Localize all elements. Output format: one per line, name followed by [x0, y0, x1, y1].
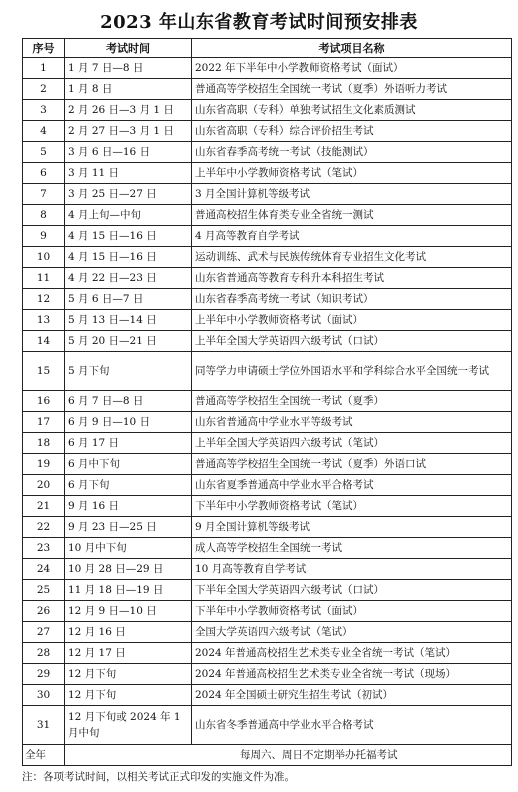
table-row — [23, 205, 512, 226]
cell-exam-time: 5 月 13 日—14 日 — [65, 310, 192, 331]
cell-exam-name: 上半年中小学教师资格考试（面试） — [192, 310, 512, 331]
cell-exam-time: 12 月 9 日—10 日 — [65, 601, 192, 622]
table-row — [23, 601, 512, 622]
cell-exam-time: 6 月 17 日 — [65, 433, 192, 454]
table-row — [23, 433, 512, 454]
cell-serial: 10 — [23, 247, 65, 268]
cell-exam-time: 3 月 6 日—16 日 — [65, 142, 192, 163]
cell-serial: 2 — [23, 79, 65, 100]
cell-serial: 27 — [23, 622, 65, 643]
cell-exam-time: 3 月 25 日—27 日 — [65, 184, 192, 205]
cell-exam-name: 2024 年普通高校招生艺术类专业全省统一考试（笔试） — [192, 643, 512, 664]
table-row — [23, 142, 512, 163]
cell-serial: 13 — [23, 310, 65, 331]
cell-all-year-label: 全年 — [23, 745, 65, 766]
cell-serial: 9 — [23, 226, 65, 247]
cell-exam-time: 6 月 9 日—10 日 — [65, 412, 192, 433]
table-row — [23, 706, 512, 745]
cell-exam-time: 5 月下旬 — [65, 352, 192, 391]
cell-exam-time: 4 月 22 日—23 日 — [65, 268, 192, 289]
table-row — [23, 268, 512, 289]
cell-serial: 16 — [23, 391, 65, 412]
cell-exam-name: 运动训练、武术与民族传统体育专业招生文化考试 — [192, 247, 512, 268]
cell-exam-time: 9 月 23 日—25 日 — [65, 517, 192, 538]
cell-exam-time: 5 月 6 日—7 日 — [65, 289, 192, 310]
cell-exam-name: 下半年全国大学英语四六级考试（口试） — [192, 580, 512, 601]
cell-serial: 30 — [23, 685, 65, 706]
cell-exam-name: 2024 年全国硕士研究生招生考试（初试） — [192, 685, 512, 706]
cell-serial: 1 — [23, 58, 65, 79]
cell-exam-name: 普通高等学校招生全国统一考试（夏季）外语口试 — [192, 454, 512, 475]
cell-serial: 12 — [23, 289, 65, 310]
cell-serial: 15 — [23, 352, 65, 391]
cell-exam-name: 成人高等学校招生全国统一考试 — [192, 538, 512, 559]
footnote: 注：各项考试时间，以相关考试正式印发的实施文件为准。 — [22, 771, 295, 783]
cell-serial: 11 — [23, 268, 65, 289]
cell-exam-name: 上半年全国大学英语四六级考试（笔试） — [192, 433, 512, 454]
table-row — [23, 310, 512, 331]
table-row — [23, 100, 512, 121]
table-row — [23, 475, 512, 496]
cell-exam-time: 1 月 8 日 — [65, 79, 192, 100]
cell-serial: 17 — [23, 412, 65, 433]
cell-exam-name: 9 月全国计算机等级考试 — [192, 517, 512, 538]
cell-exam-name: 普通高等学校招生全国统一考试（夏季） — [192, 391, 512, 412]
cell-serial: 19 — [23, 454, 65, 475]
cell-exam-time: 6 月下旬 — [65, 475, 192, 496]
cell-exam-name: 普通高等学校招生全国统一考试（夏季）外语听力考试 — [192, 79, 512, 100]
header-exam-name: 考试项目名称 — [192, 39, 512, 58]
table-row — [23, 559, 512, 580]
cell-exam-name: 山东省春季高考统一考试（技能测试） — [192, 142, 512, 163]
table-row — [23, 496, 512, 517]
cell-exam-name: 山东省普通高中学业水平等级考试 — [192, 412, 512, 433]
cell-serial: 26 — [23, 601, 65, 622]
cell-exam-name: 山东省高职（专科）单独考试招生文化素质测试 — [192, 100, 512, 121]
cell-exam-name: 全国大学英语四六级考试（笔试） — [192, 622, 512, 643]
cell-exam-time: 4 月 15 日—16 日 — [65, 226, 192, 247]
cell-exam-time: 12 月下旬或 2024 年 1 月中旬 — [65, 706, 192, 745]
page-title: 2023 年山东省教育考试时间预安排表 — [100, 12, 418, 33]
table-row — [23, 247, 512, 268]
cell-exam-time: 2 月 26 日—3 月 1 日 — [65, 100, 192, 121]
cell-serial: 7 — [23, 184, 65, 205]
cell-exam-time: 12 月 16 日 — [65, 622, 192, 643]
cell-exam-time: 5 月 20 日—21 日 — [65, 331, 192, 352]
table-row — [23, 163, 512, 184]
cell-exam-time: 11 月 18 日—19 日 — [65, 580, 192, 601]
header-serial: 序号 — [23, 39, 65, 58]
cell-serial: 28 — [23, 643, 65, 664]
cell-exam-time: 6 月 7 日—8 日 — [65, 391, 192, 412]
cell-exam-time: 10 月 28 日—29 日 — [65, 559, 192, 580]
cell-serial: 4 — [23, 121, 65, 142]
cell-exam-name: 山东省普通高等教育专科升本科招生考试 — [192, 268, 512, 289]
cell-exam-name: 同等学力申请硕士学位外国语水平和学科综合水平全国统一考试 — [192, 352, 512, 391]
cell-exam-time: 10 月中下旬 — [65, 538, 192, 559]
cell-serial: 5 — [23, 142, 65, 163]
table-row — [23, 538, 512, 559]
table-row — [23, 685, 512, 706]
table-header-row — [23, 39, 512, 58]
cell-exam-name: 2022 年下半年中小学教师资格考试（面试） — [192, 58, 512, 79]
cell-exam-name: 山东省冬季普通高中学业水平合格考试 — [192, 706, 512, 745]
table-row — [23, 664, 512, 685]
cell-exam-name: 10 月高等教育自学考试 — [192, 559, 512, 580]
cell-serial: 24 — [23, 559, 65, 580]
cell-serial: 14 — [23, 331, 65, 352]
cell-exam-name: 山东省高职（专科）综合评价招生考试 — [192, 121, 512, 142]
cell-exam-name: 山东省春季高考统一考试（知识考试） — [192, 289, 512, 310]
cell-exam-time: 3 月 11 日 — [65, 163, 192, 184]
cell-exam-time: 4 月 15 日—16 日 — [65, 247, 192, 268]
cell-serial: 31 — [23, 706, 65, 745]
header-exam-time: 考试时间 — [65, 39, 192, 58]
cell-serial: 22 — [23, 517, 65, 538]
table-row — [23, 289, 512, 310]
cell-exam-name: 下半年中小学教师资格考试（笔试） — [192, 496, 512, 517]
cell-serial: 18 — [23, 433, 65, 454]
table-row — [23, 79, 512, 100]
table-row — [23, 391, 512, 412]
cell-exam-name: 上半年全国大学英语四六级考试（口试） — [192, 331, 512, 352]
cell-exam-name: 下半年中小学教师资格考试（面试） — [192, 601, 512, 622]
table-row — [23, 58, 512, 79]
table-row — [23, 517, 512, 538]
cell-exam-time: 12 月下旬 — [65, 664, 192, 685]
cell-exam-time: 2 月 27 日—3 月 1 日 — [65, 121, 192, 142]
cell-exam-time: 12 月下旬 — [65, 685, 192, 706]
table-body — [23, 58, 512, 766]
cell-exam-name: 2024 年普通高校招生艺术类专业全省统一考试（现场） — [192, 664, 512, 685]
table-row — [23, 622, 512, 643]
cell-serial: 3 — [23, 100, 65, 121]
cell-serial: 29 — [23, 664, 65, 685]
cell-exam-name: 上半年中小学教师资格考试（笔试） — [192, 163, 512, 184]
cell-exam-time: 4 月上旬—中旬 — [65, 205, 192, 226]
table-row — [23, 412, 512, 433]
table-row-all-year — [23, 745, 512, 766]
table-row — [23, 184, 512, 205]
cell-serial: 6 — [23, 163, 65, 184]
table-row — [23, 454, 512, 475]
cell-exam-name: 3 月全国计算机等级考试 — [192, 184, 512, 205]
table-row — [23, 331, 512, 352]
cell-serial: 23 — [23, 538, 65, 559]
cell-exam-name: 普通高校招生体育类专业全省统一测试 — [192, 205, 512, 226]
cell-all-year-exam: 每周六、周日不定期举办托福考试 — [65, 745, 512, 766]
cell-exam-time: 12 月 17 日 — [65, 643, 192, 664]
cell-exam-name: 4 月高等教育自学考试 — [192, 226, 512, 247]
table-row — [23, 580, 512, 601]
schedule-table — [22, 38, 512, 766]
cell-exam-time: 1 月 7 日—8 日 — [65, 58, 192, 79]
cell-exam-time: 9 月 16 日 — [65, 496, 192, 517]
table-row — [23, 121, 512, 142]
cell-serial: 20 — [23, 475, 65, 496]
cell-exam-name: 山东省夏季普通高中学业水平合格考试 — [192, 475, 512, 496]
cell-serial: 25 — [23, 580, 65, 601]
table-row — [23, 226, 512, 247]
table-row — [23, 352, 512, 391]
table-row — [23, 643, 512, 664]
cell-exam-time: 6 月中下旬 — [65, 454, 192, 475]
cell-serial: 21 — [23, 496, 65, 517]
cell-serial: 8 — [23, 205, 65, 226]
